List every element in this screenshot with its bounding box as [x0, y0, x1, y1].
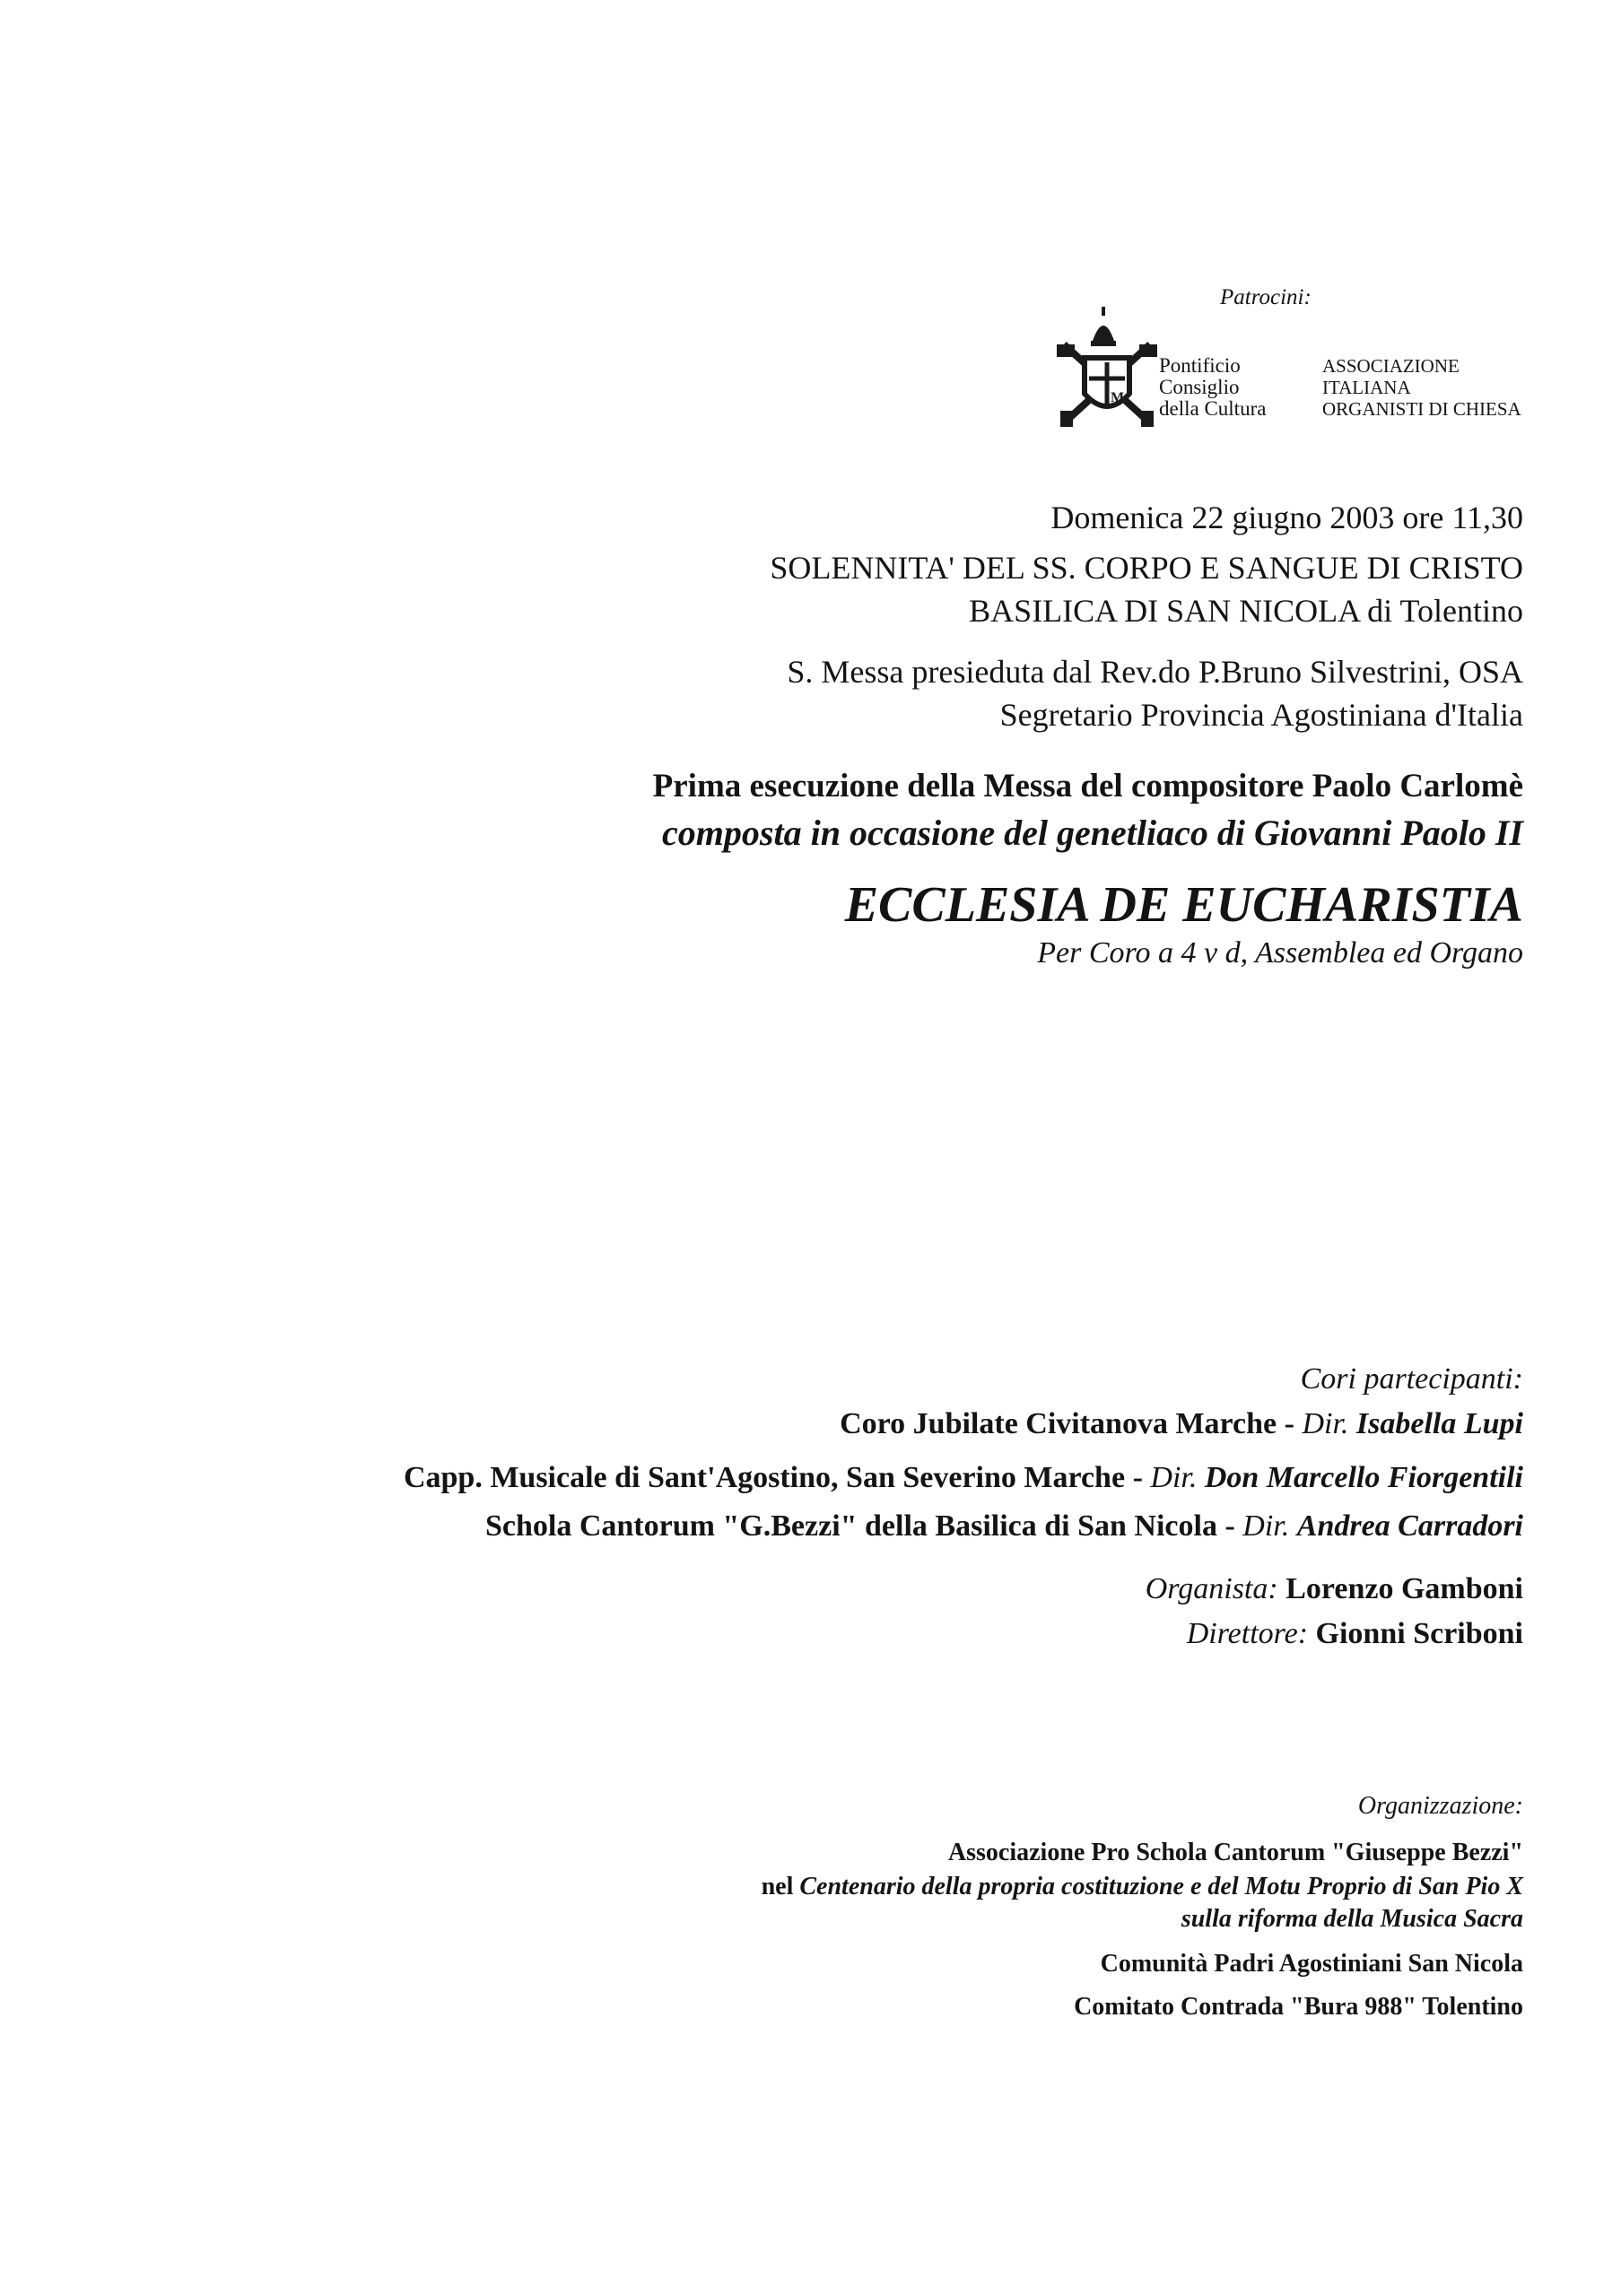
centenary-text: Centenario della propria costituzione e del Motu Proprio di San Pio X	[799, 1873, 1523, 1900]
patronage-label: Patrocini:	[1220, 285, 1312, 309]
event-date-time: Domenica 22 giugno 2003 ore 11,30	[1050, 500, 1523, 535]
organizer-centenary	[762, 1871, 1523, 1903]
director-prefix: Dir.	[1150, 1461, 1198, 1494]
separator: -	[1284, 1407, 1303, 1440]
organizer-association: Associazione Pro Schola Cantorum "Giuseppe Bezzi"	[947, 1839, 1523, 1866]
conductor-label: Direttore:	[1186, 1617, 1309, 1650]
choir-name: Capp. Musicale di Sant'Agostino, San Severino Marche	[403, 1461, 1126, 1494]
conductor-name: Gionni Scriboni	[1315, 1617, 1523, 1650]
choir-entry	[485, 1507, 1523, 1546]
premiere-line: Prima esecuzione della Messa del compositore Paolo Carlomè	[652, 768, 1523, 804]
choir-name: Coro Jubilate Civitanova Marche	[840, 1407, 1277, 1440]
crest-graphic	[1057, 305, 1157, 430]
event-solemnity: SOLENNITA' DEL SS. CORPO E SANGUE DI CRISTO	[770, 550, 1523, 586]
papal-crest-icon	[1057, 305, 1157, 430]
pontifical-council-line: della Cultura	[1159, 397, 1267, 420]
svg-text:M: M	[1111, 390, 1125, 405]
choir-director: Don Marcello Fiorgentili	[1204, 1461, 1523, 1494]
organist-name: Lorenzo Gamboni	[1285, 1572, 1523, 1605]
organizer-community: Comunità Padri Agostiniani San Nicola	[1100, 1950, 1523, 1978]
separator: -	[1132, 1461, 1151, 1494]
choirs-label: Cori partecipanti:	[1300, 1362, 1523, 1396]
event-venue: BASILICA DI SAN NICOLA di Tolentino	[969, 593, 1523, 629]
work-title: ECCLESIA DE EUCHARISTIA	[844, 877, 1523, 933]
work-scoring: Per Coro a 4 v d, Assemblea ed Organo	[1037, 936, 1523, 970]
association-line: ORGANISTI DI CHIESA	[1322, 398, 1521, 420]
celebrant-role: Segretario Provincia Agostiniana d'Italia	[999, 697, 1523, 733]
association-line: ASSOCIAZIONE	[1322, 355, 1460, 377]
choir-name: Schola Cantorum "G.Bezzi" della Basilica di San Nicola	[484, 1509, 1217, 1543]
separator: -	[1224, 1509, 1243, 1543]
organizer-committee: Comitato Contrada "Bura 988" Tolentino	[1074, 1993, 1523, 2021]
pontifical-council-line: Consiglio	[1159, 376, 1240, 398]
organizer-reform: sulla riforma della Musica Sacra	[1181, 1905, 1523, 1933]
choir-director: Andrea Carradori	[1296, 1509, 1523, 1543]
organist-line	[1146, 1570, 1523, 1609]
pontifical-council-line: Pontificio	[1159, 354, 1241, 377]
association-line: ITALIANA	[1322, 377, 1411, 398]
conductor-line	[1187, 1614, 1523, 1654]
organization-label: Organizzazione:	[1357, 1792, 1523, 1820]
director-prefix: Dir.	[1242, 1509, 1290, 1543]
organist-label: Organista:	[1145, 1572, 1278, 1605]
occasion-line: composta in occasione del genetliaco di Giovanni Paolo II	[662, 813, 1523, 853]
centenary-prefix: nel	[761, 1873, 794, 1900]
pontifical-council-name	[1159, 355, 1266, 420]
director-prefix: Dir.	[1302, 1407, 1349, 1440]
choir-director: Isabella Lupi	[1355, 1407, 1523, 1440]
association-name	[1322, 355, 1521, 420]
choir-entry	[840, 1405, 1523, 1444]
mass-celebrant: S. Messa presieduta dal Rev.do P.Bruno Silvestrini, OSA	[787, 654, 1523, 690]
choir-entry	[404, 1458, 1523, 1498]
